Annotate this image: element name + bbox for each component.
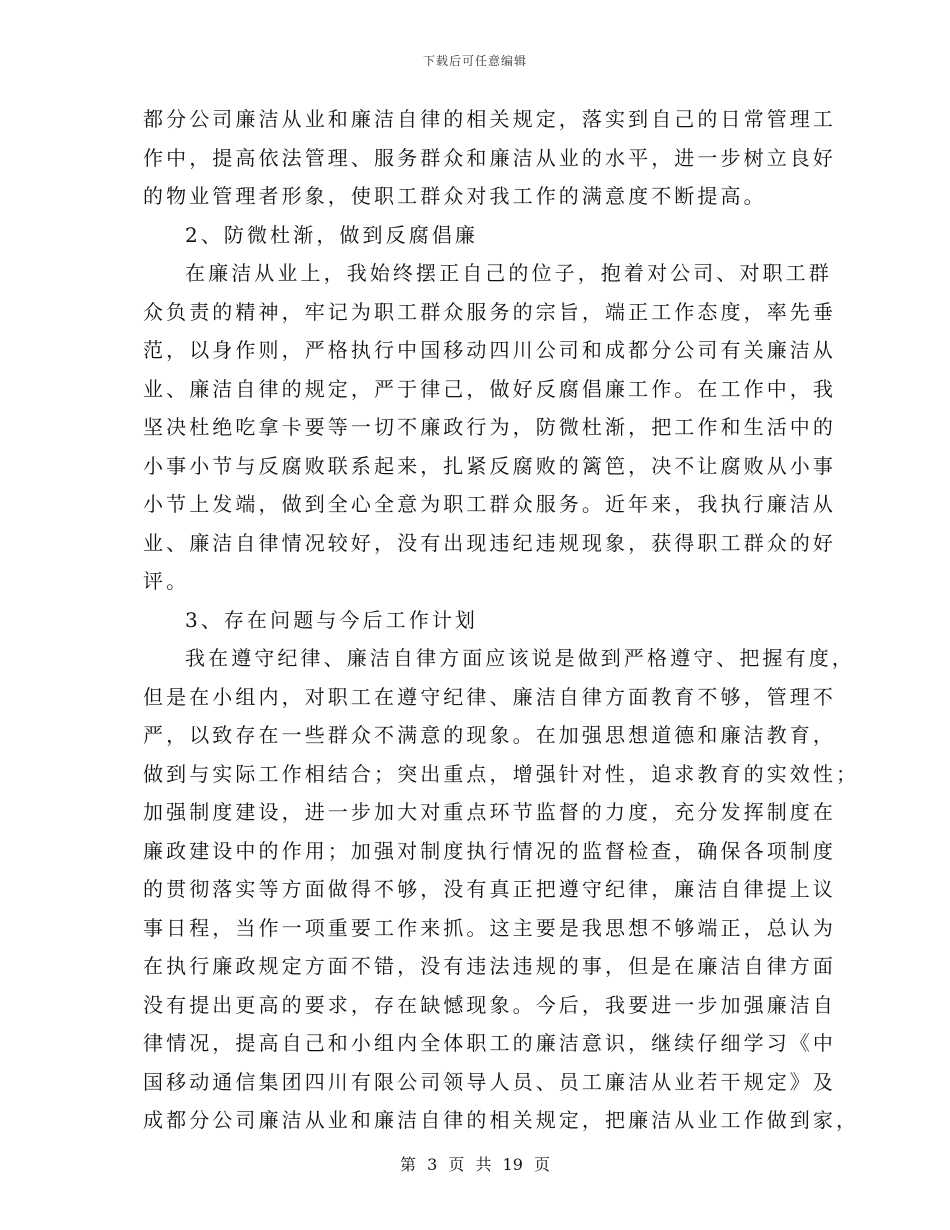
text-line: 没有提出更高的要求，存在缺憾现象。今后，我要进一步加强廉洁自 [143,992,836,1017]
text-line: 小事小节与反腐败联系起来，扎紧反腐败的篱笆，决不让腐败从小事 [143,453,836,478]
page-footer: 第 3 页 共 19 页 [400,1155,550,1174]
text-line: 廉政建设中的作用；加强对制度执行情况的监督检查，确保各项制度 [143,838,836,863]
text-line: 我在遵守纪律、廉洁自律方面应该说是做到严格遵守、把握有度， [185,646,855,670]
text-line: 2、防微杜渐，做到反腐倡廉 [185,222,479,247]
text-line: 但是在小组内，对职工在遵守纪律、廉洁自律方面教育不够，管理不 [143,684,836,709]
text-line: 的贯彻落实等方面做得不够，没有真正把遵守纪律，廉洁自律提上议 [143,877,836,901]
text-line: 3、存在问题与今后工作计划 [185,607,479,632]
text-line: 范，以身作则，严格执行中国移动四川公司和成都分公司有关廉洁从 [143,338,836,362]
text-line: 成都分公司廉洁从业和廉洁自律的相关规定，把廉洁从业工作做到家， [143,1108,860,1132]
text-line: 律情况，提高自己和小组内全体职工的廉洁意识，继续仔细学习《中 [143,1031,836,1055]
text-line: 坚决杜绝吃拿卡要等一切不廉政行为，防微杜渐，把工作和生活中的 [143,415,836,439]
text-line: 在执行廉政规定方面不错，没有违法违规的事，但是在廉洁自律方面 [143,954,836,978]
text-line: 严，以致存在一些群众不满意的现象。在加强思想道德和廉洁教育， [143,723,836,747]
text-line: 的物业管理者形象，使职工群众对我工作的满意度不断提高。 [143,184,767,208]
text-line: 作中，提高依法管理、服务群众和廉洁从业的水平，进一步树立良好 [143,145,836,170]
text-line: 加强制度建设，进一步加大对重点环节监督的力度，充分发挥制度在 [143,800,836,824]
text-line: 评。 [143,569,190,593]
document-body [143,100,860,1140]
text-line: 在廉洁从业上，我始终摆正自己的位子，抱着对公司、对职工群 [185,261,832,285]
text-line: 都分公司廉洁从业和廉洁自律的相关规定，落实到自己的日常管理工 [143,107,836,131]
page-header: 下载后可任意编辑 [422,54,527,68]
text-line: 国移动通信集团四川有限公司领导人员、员工廉洁从业若干规定》及 [143,1069,836,1094]
text-line: 业、廉洁自律的规定，严于律己，做好反腐倡廉工作。在工作中，我 [143,376,836,401]
text-line: 众负责的精神，牢记为职工群众服务的宗旨，端正工作态度，率先垂 [143,299,836,324]
text-line: 事日程，当作一项重要工作来抓。这主要是我思想不够端正，总认为 [143,915,836,940]
text-line: 小节上发端，做到全心全意为职工群众服务。近年来，我执行廉洁从 [143,492,836,516]
text-line: 业、廉洁自律情况较好，没有出现违纪违规现象，获得职工群众的好 [143,530,836,555]
text-line: 做到与实际工作相结合；突出重点，增强针对性，追求教育的实效性； [143,761,860,786]
